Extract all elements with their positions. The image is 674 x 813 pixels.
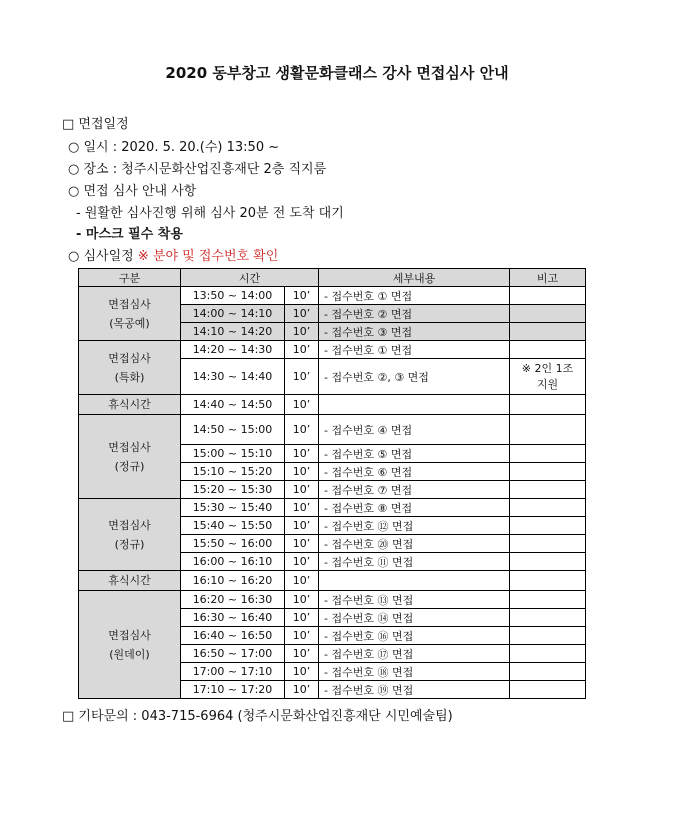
schedule-label: ○ 심사일정 [68,249,134,264]
time-cell: 15:20 ~ 15:30 [181,481,285,499]
minutes-cell: 10’ [285,535,319,553]
remark-cell [510,663,586,681]
minutes-cell: 10’ [285,499,319,517]
place-line: ○ 장소 : 청주시문화산업진흥재단 2층 직지룸 [68,162,327,177]
remark-cell [510,571,586,591]
group-cell [79,341,181,395]
group-cell: 휴식시간 [79,571,181,591]
remark-cell [510,445,586,463]
time-cell: 16:10 ~ 16:20 [181,571,285,591]
remark-cell [510,287,586,305]
detail-cell: - 접수번호 ②, ③ 면접 [319,359,510,395]
minutes-cell: 10’ [285,681,319,699]
time-cell: 13:50 ~ 14:00 [181,287,285,305]
detail-cell: - 접수번호 ⑭ 면접 [319,609,510,627]
remark-cell [510,591,586,609]
minutes-cell: 10’ [285,591,319,609]
detail-cell: - 접수번호 ② 면접 [319,305,510,323]
minutes-cell: 10’ [285,517,319,535]
time-cell: 14:50 ~ 15:00 [181,415,285,445]
table-row [79,499,586,517]
minutes-cell: 10’ [285,445,319,463]
detail-cell: - 접수번호 ⑰ 면접 [319,645,510,663]
table-row [79,287,586,305]
schedule-note: ※ 분야 및 접수번호 확인 [137,249,279,264]
remark-cell [510,645,586,663]
remark-cell [510,305,586,323]
minutes-cell: 10’ [285,481,319,499]
table-header-row [79,269,586,287]
time-cell: 14:40 ~ 14:50 [181,395,285,415]
group-label: 면접심사 (정규) [108,518,151,551]
detail-cell: - 접수번호 ⑯ 면접 [319,627,510,645]
header-detail: 세부내용 [319,269,510,287]
detail-cell: - 접수번호 ⑤ 면접 [319,445,510,463]
detail-cell: - 접수번호 ⑫ 면접 [319,517,510,535]
remark-cell [510,499,586,517]
remark-cell [510,553,586,571]
group-cell [79,591,181,699]
table-row [79,591,586,609]
table-row [79,415,586,445]
detail-cell [319,571,510,591]
remark-note: ※ 2인 1조 지원 [521,361,574,391]
remark-cell [510,517,586,535]
remark-cell [510,323,586,341]
detail-cell: - 접수번호 ③ 면접 [319,323,510,341]
time-cell: 15:40 ~ 15:50 [181,517,285,535]
minutes-cell: 10’ [285,645,319,663]
detail-cell: - 접수번호 ⑱ 면접 [319,663,510,681]
detail-cell: - 접수번호 ① 면접 [319,341,510,359]
detail-cell: - 접수번호 ⑬ 면접 [319,591,510,609]
remark-cell [510,341,586,359]
minutes-cell: 10’ [285,609,319,627]
group-label: 면접심사 (목공예) [108,297,151,330]
time-cell: 16:50 ~ 17:00 [181,645,285,663]
time-cell: 14:00 ~ 14:10 [181,305,285,323]
table-row [79,395,586,415]
detail-cell: - 접수번호 ⑥ 면접 [319,463,510,481]
group-label: 면접심사 (원데이) [108,628,151,661]
detail-cell: - 접수번호 ④ 면접 [319,415,510,445]
remark-cell [510,415,586,445]
time-cell: 15:50 ~ 16:00 [181,535,285,553]
guide-line: ○ 면접 심사 안내 사항 [68,184,197,199]
minutes-cell: 10’ [285,415,319,445]
time-cell: 16:20 ~ 16:30 [181,591,285,609]
group-cell [79,499,181,571]
minutes-cell: 10’ [285,341,319,359]
minutes-cell: 10’ [285,323,319,341]
header-group: 구분 [79,269,181,287]
datetime-line: ○ 일시 : 2020. 5. 20.(수) 13:50 ~ [68,140,280,155]
minutes-cell: 10’ [285,571,319,591]
group-cell: 휴식시간 [79,395,181,415]
contact-line: □ 기타문의 : 043-715-6964 (청주시문화산업진흥재단 시민예술팀) [62,709,453,724]
detail-cell: - 접수번호 ⑧ 면접 [319,499,510,517]
time-cell: 16:40 ~ 16:50 [181,627,285,645]
minutes-cell: 10’ [285,287,319,305]
detail-cell: - 접수번호 ⑪ 면접 [319,553,510,571]
page-title: 2020 동부창고 생활문화클래스 강사 면접심사 안내 [165,64,509,82]
remark-cell [510,359,586,395]
detail-cell: - 접수번호 ① 면접 [319,287,510,305]
section-interview-heading: □ 면접일정 [62,117,129,132]
detail-cell: - 접수번호 ⑲ 면접 [319,681,510,699]
detail-cell: - 접수번호 ⑳ 면접 [319,535,510,553]
time-cell: 14:10 ~ 14:20 [181,323,285,341]
minutes-cell: 10’ [285,463,319,481]
remark-cell [510,395,586,415]
minutes-cell: 10’ [285,627,319,645]
table-row [79,571,586,591]
header-remark: 비고 [510,269,586,287]
remark-cell [510,627,586,645]
group-label: 면접심사 (특화) [108,351,151,384]
group-cell [79,287,181,341]
schedule-table [78,268,586,699]
time-cell: 15:10 ~ 15:20 [181,463,285,481]
time-cell: 17:10 ~ 17:20 [181,681,285,699]
remark-cell [510,481,586,499]
time-cell: 14:20 ~ 14:30 [181,341,285,359]
time-cell: 17:00 ~ 17:10 [181,663,285,681]
remark-cell [510,681,586,699]
arrive-line: - 원활한 심사진행 위해 심사 20분 전 도착 대기 [76,206,344,221]
time-cell: 15:30 ~ 15:40 [181,499,285,517]
table-row [79,341,586,359]
detail-cell [319,395,510,415]
time-cell: 15:00 ~ 15:10 [181,445,285,463]
detail-cell: - 접수번호 ⑦ 면접 [319,481,510,499]
minutes-cell: 10’ [285,305,319,323]
remark-cell [510,463,586,481]
mask-line: - 마스크 필수 착용 [76,227,183,242]
time-cell: 16:00 ~ 16:10 [181,553,285,571]
group-cell [79,415,181,499]
minutes-cell: 10’ [285,553,319,571]
time-cell: 14:30 ~ 14:40 [181,359,285,395]
minutes-cell: 10’ [285,359,319,395]
remark-cell [510,609,586,627]
remark-cell [510,535,586,553]
header-time: 시간 [181,269,319,287]
time-cell: 16:30 ~ 16:40 [181,609,285,627]
minutes-cell: 10’ [285,663,319,681]
group-label: 면접심사 (정규) [108,440,151,473]
minutes-cell: 10’ [285,395,319,415]
schedule-line [68,245,278,264]
